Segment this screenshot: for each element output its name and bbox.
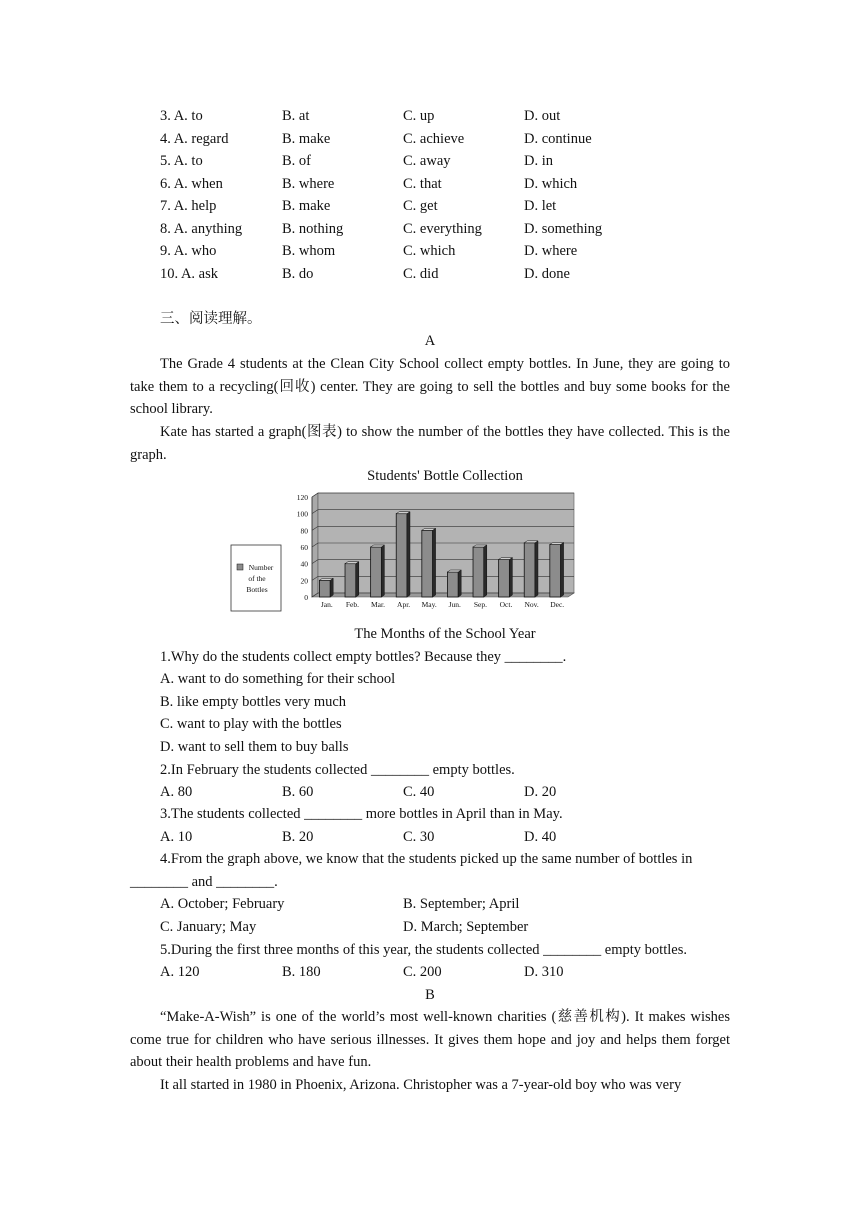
bar-side [535, 541, 538, 597]
passage-paragraph [130, 353, 730, 421]
option-c: C. achieve [403, 131, 465, 147]
passage-label: B [425, 987, 435, 1003]
question-stem: 3.The students collected ________ more bottles in April than in May. [160, 806, 563, 822]
bar-side [381, 545, 384, 597]
passage-label: A [424, 333, 436, 349]
paragraph-text: It all started in 1980 in Phoenix, Arizona. Christopher was a 7-year-old boy who was very [160, 1077, 682, 1093]
bar-front [447, 572, 458, 597]
option-d: D. let [524, 198, 557, 214]
bar-side [356, 562, 359, 597]
passage-paragraph [130, 421, 730, 466]
question-option: C. want to play with the bottles [160, 716, 342, 732]
bar-side [561, 543, 564, 598]
x-tick-label: Mar. [371, 600, 385, 609]
x-tick-label: Sep. [473, 600, 487, 609]
option-d: D. continue [524, 131, 592, 147]
option-d: D. something [524, 221, 603, 237]
bar-side [407, 512, 410, 597]
legend-swatch [237, 564, 243, 570]
option-b: B. make [282, 198, 331, 214]
question-stem [130, 848, 730, 871]
option-d: D. out [524, 108, 561, 124]
y-tick-label: 100 [296, 509, 308, 519]
question-options-row [160, 827, 760, 847]
option-a: 9. A. who [160, 243, 217, 259]
bar-front [473, 547, 484, 597]
bar-front [371, 547, 382, 597]
cloze-option-row [160, 151, 760, 171]
bar-front [345, 564, 356, 597]
x-tick-label: Jan. [320, 600, 333, 609]
legend-label: of the [248, 574, 266, 583]
y-tick-label: 120 [296, 493, 308, 502]
cloze-option-row [160, 264, 760, 284]
question-options-row [160, 962, 760, 982]
stem-line: 4.From the graph above, we know that the students picked up the same number of bottles in [160, 851, 693, 867]
option-d: D. which [524, 176, 578, 192]
option-a: 3. A. to [160, 108, 203, 124]
bottle-collection-chart [0, 490, 860, 620]
option-c: C. 40 [403, 784, 435, 800]
x-tick-label: Jun. [448, 600, 461, 609]
option-d: D. 310 [524, 964, 564, 980]
paragraph-text: The Grade 4 students at the Clean City School collect empty bottles. In June, they are going to take them to a recycling(回收) center. They are going to sell the bottles and buy some books for the school library. [130, 356, 730, 417]
option-d: D. in [524, 153, 553, 169]
question-options-row [160, 894, 760, 914]
question-option: B. like empty bottles very much [160, 694, 347, 710]
option-b: B. 60 [282, 784, 314, 800]
option-b: B. at [282, 108, 310, 124]
question-stem: 2.In February the students collected ________ empty bottles. [160, 762, 515, 778]
cloze-option-row [160, 196, 760, 216]
option-c: C. up [403, 108, 435, 124]
option-d: D. 40 [524, 829, 557, 845]
option-b: B. 20 [282, 829, 314, 845]
option-a: 4. A. regard [160, 131, 229, 147]
paragraph-text: “Make-A-Wish” is one of the world’s most well-known charities (慈善机构). It makes wishes come true for children who have serious illnesses. It gives them hope and joy and helps them forget about their health problems and have fun. [130, 1009, 730, 1070]
question-stem: 1.Why do the students collect empty bottles? Because they ________. [160, 649, 567, 665]
option-c: C. which [403, 243, 456, 259]
passage-paragraph [130, 1006, 730, 1074]
paragraph-text: Kate has started a graph(图表) to show the number of the bottles they have collected. This is the graph. [130, 424, 730, 463]
bar-front [396, 514, 407, 597]
y-tick-label: 60 [300, 543, 308, 552]
option-d: D. March; September [403, 919, 529, 935]
option-b: B. nothing [282, 221, 344, 237]
option-c: C. away [403, 153, 451, 169]
option-c: C. everything [403, 221, 482, 237]
section-title: 三、阅读理解。 [160, 311, 262, 327]
option-c: C. 30 [403, 829, 435, 845]
cloze-option-row [160, 219, 760, 239]
bar-front [524, 543, 535, 597]
bar-side [509, 558, 512, 598]
bar-front [550, 545, 561, 598]
y-tick-label: 20 [300, 576, 308, 586]
option-b: B. make [282, 131, 331, 147]
bar-front [319, 580, 330, 597]
legend-label: Number [248, 563, 274, 572]
option-a: A. 120 [160, 964, 200, 980]
question-options-row [160, 917, 760, 937]
cloze-option-row [160, 106, 760, 126]
chart-xlabel: The Months of the School Year [354, 626, 536, 642]
x-tick-label: Oct. [499, 600, 513, 609]
option-b: B. of [282, 153, 311, 169]
cloze-option-row [160, 241, 760, 261]
option-b: B. where [282, 176, 335, 192]
option-d: D. 20 [524, 784, 557, 800]
bar-side [433, 528, 436, 597]
cloze-option-row [160, 129, 760, 149]
option-a: 10. A. ask [160, 266, 218, 282]
option-a: A. 10 [160, 829, 193, 845]
option-c: C. did [403, 266, 439, 282]
bar-front [422, 530, 433, 597]
option-b: B. do [282, 266, 314, 282]
option-b: B. 180 [282, 964, 321, 980]
option-a: 7. A. help [160, 198, 217, 214]
bar-front [499, 560, 510, 598]
option-a: 6. A. when [160, 176, 223, 192]
x-tick-label: Apr. [397, 600, 411, 609]
legend-label: Bottles [246, 585, 268, 594]
y-tick-label: 80 [300, 526, 308, 536]
option-d: D. done [524, 266, 570, 282]
chart-title: Students' Bottle Collection [367, 468, 523, 484]
question-option: D. want to sell them to buy balls [160, 739, 349, 755]
option-a: 5. A. to [160, 153, 203, 169]
y-tick-label: 40 [300, 559, 308, 569]
option-a: 8. A. anything [160, 221, 243, 237]
option-c: C. January; May [160, 919, 257, 935]
bar-side [458, 570, 461, 597]
bar-side [330, 578, 333, 597]
option-c: C. that [403, 176, 442, 192]
x-tick-label: Dec. [550, 600, 565, 609]
x-tick-label: May. [421, 600, 437, 609]
option-c: C. get [403, 198, 438, 214]
question-option: A. want to do something for their school [160, 671, 396, 687]
option-c: C. 200 [403, 964, 442, 980]
option-a: A. October; February [160, 896, 285, 912]
x-tick-label: Feb. [345, 600, 359, 609]
question-options-row [160, 782, 760, 802]
bar-side [484, 545, 487, 597]
option-b: B. whom [282, 243, 336, 259]
passage-paragraph [130, 1074, 730, 1097]
x-tick-label: Nov. [524, 600, 539, 609]
question-stem-continued: ________ and ________. [130, 874, 278, 890]
option-a: A. 80 [160, 784, 193, 800]
cloze-option-row [160, 174, 760, 194]
question-stem: 5.During the first three months of this year, the students collected ________ empty bottles. [160, 942, 687, 958]
y-tick-label: 0 [304, 593, 308, 602]
option-d: D. where [524, 243, 578, 259]
option-b: B. September; April [403, 896, 520, 912]
